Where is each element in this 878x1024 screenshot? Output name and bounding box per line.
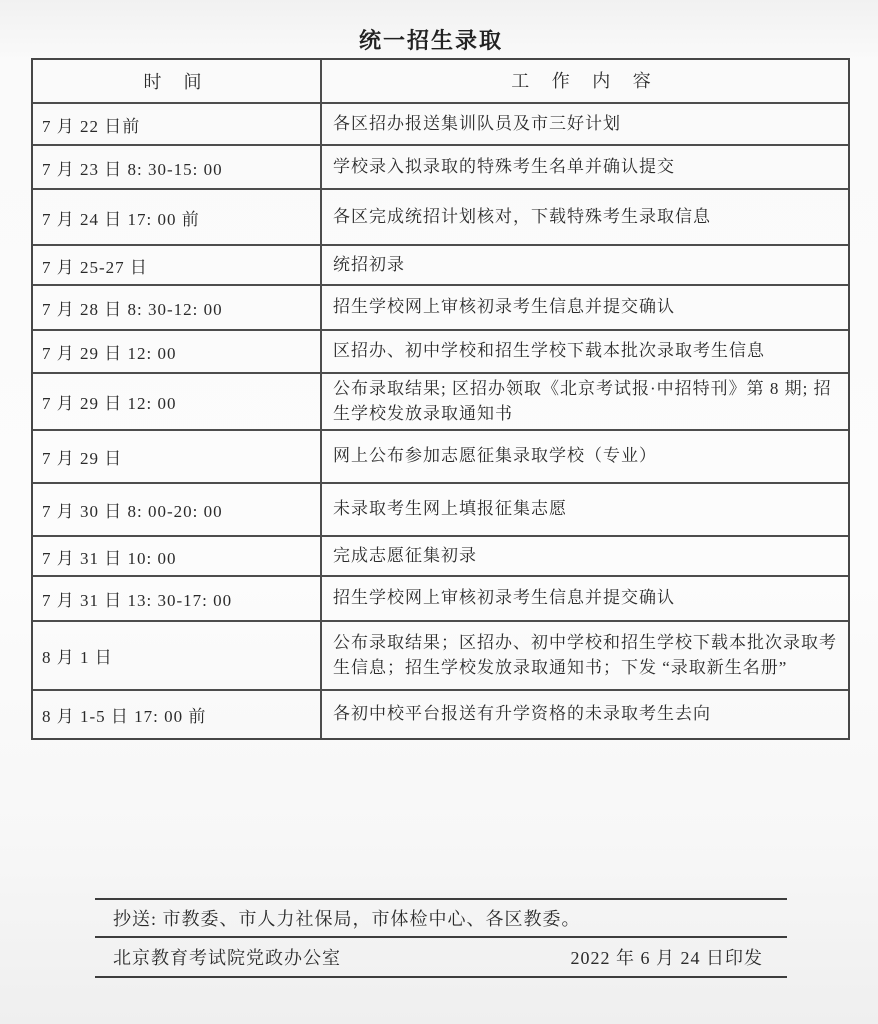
content-column-header: 工 作 内 容 — [511, 70, 660, 91]
admission-schedule-table — [31, 58, 850, 740]
content-cell: 网上公布参加志愿征集录取学校（专业） — [333, 446, 657, 466]
table-row — [33, 102, 848, 144]
time-cell: 7 月 25-27 日 — [33, 246, 322, 284]
content-cell: 区招办、初中学校和招生学校下载本批次录取考生信息 — [333, 341, 765, 361]
time-cell: 7 月 22 日前 — [33, 104, 322, 144]
content-cell: 未录取考生网上填报征集志愿 — [333, 499, 567, 519]
content-cell: 公布录取结果；区招办、初中学校和招生学校下载本批次录取考生信息；招生学校发放录取通知书；下发 “录取新生名册” — [333, 632, 837, 677]
content-cell: 各初中校平台报送有升学资格的未录取考生去向 — [333, 704, 711, 724]
issuer-name: 北京教育考试院党政办公室 — [113, 948, 341, 968]
table-row — [33, 329, 848, 372]
time-cell: 7 月 29 日 12: 00 — [33, 374, 322, 429]
time-cell: 7 月 24 日 17: 00 前 — [33, 190, 322, 244]
table-row — [33, 482, 848, 535]
time-cell: 7 月 31 日 13: 30-17: 00 — [33, 577, 322, 620]
time-cell: 8 月 1 日 — [33, 622, 322, 689]
content-cell: 各区完成统招计划核对，下载特殊考生录取信息 — [333, 206, 711, 226]
content-cell: 招生学校网上审核初录考生信息并提交确认 — [333, 588, 675, 608]
table-row — [33, 689, 848, 738]
content-cell: 公布录取结果; 区招办领取《北京考试报·中招特刊》第 8 期; 招生学校发放录取通知书 — [333, 378, 832, 423]
table-row — [33, 188, 848, 244]
content-cell: 各区招办报送集训队员及市三好计划 — [333, 113, 621, 133]
time-cell: 7 月 29 日 — [33, 431, 322, 482]
cc-line: 抄送: 市教委、市人力社保局，市体检中心、各区教委。 — [95, 898, 787, 938]
table-row — [33, 620, 848, 689]
table-row — [33, 244, 848, 284]
table-row — [33, 372, 848, 429]
content-cell: 统招初录 — [333, 254, 405, 274]
table-row — [33, 535, 848, 575]
table-row — [33, 429, 848, 482]
content-cell: 招生学校网上审核初录考生信息并提交确认 — [333, 297, 675, 317]
issue-date: 2022 年 6 月 24 日印发 — [570, 948, 763, 968]
table-row — [33, 575, 848, 620]
table-row — [33, 144, 848, 188]
issue-row — [95, 938, 787, 978]
time-cell: 8 月 1-5 日 17: 00 前 — [33, 691, 322, 738]
time-cell: 7 月 29 日 12: 00 — [33, 331, 322, 372]
document-footer — [95, 898, 787, 978]
table-header-row — [33, 60, 848, 102]
content-cell: 完成志愿征集初录 — [333, 545, 477, 565]
time-column-header: 时 间 — [33, 60, 322, 102]
time-cell: 7 月 30 日 8: 00-20: 00 — [33, 484, 322, 535]
document-title: 统一招生录取 — [358, 28, 503, 53]
time-cell: 7 月 23 日 8: 30-15: 00 — [33, 146, 322, 188]
time-cell: 7 月 28 日 8: 30-12: 00 — [33, 286, 322, 329]
table-row — [33, 284, 848, 329]
time-cell: 7 月 31 日 10: 00 — [33, 537, 322, 575]
content-cell: 学校录入拟录取的特殊考生名单并确认提交 — [333, 156, 675, 176]
